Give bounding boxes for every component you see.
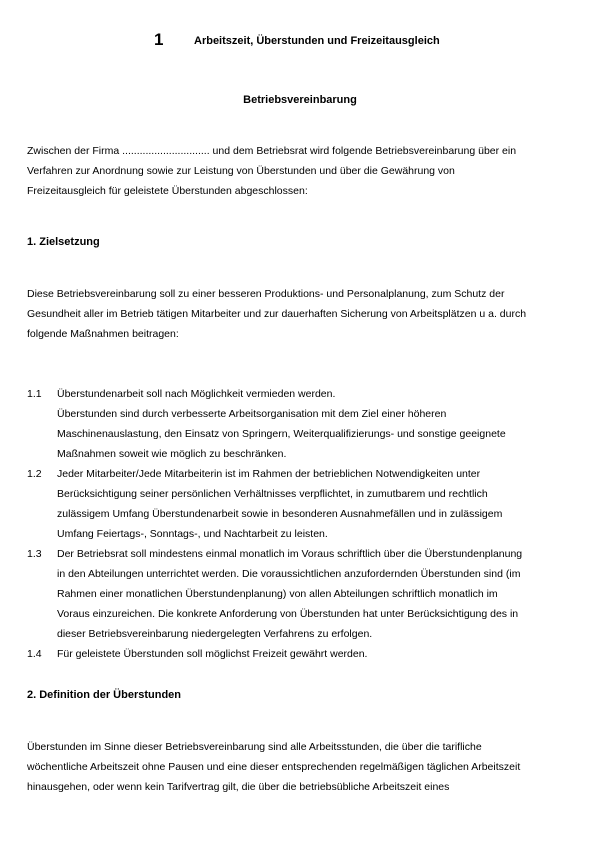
section-1-paragraph — [27, 284, 577, 344]
item-line: zulässigem Umfang Überstundenarbeit sowie in besonderen Ausnahmefällen und in zulässigem — [57, 508, 503, 520]
section-2-paragraph — [27, 737, 577, 797]
item-line: Rahmen einer monatlichen Überstundenplanung) von allen Abteilungen schriftlich monatlich im — [57, 588, 498, 600]
item-line: Voraus einzureichen. Die konkrete Anforderung von Überstunden hat unter Berücksichtigung des in — [57, 608, 519, 620]
item-number: 1.2 — [27, 468, 42, 480]
intro-line: Freizeitausgleich für geleistete Überstunden abgeschlossen: — [27, 185, 308, 197]
item-text — [57, 384, 577, 464]
intro-paragraph — [27, 141, 577, 201]
item-line: in den Abteilungen unterrichtet werden. Die voraussichtlichen anzufordernden Überstunden sind (im — [57, 568, 521, 580]
section-1-line: Gesundheit aller im Betrieb tätigen Mitarbeiter und zur dauerhaften Sicherung von Arbeitsplätzen u a. durch — [27, 308, 527, 320]
item-text — [57, 464, 577, 544]
item-line: Für geleistete Überstunden soll möglichst Freizeit gewährt werden. — [57, 648, 368, 660]
item-line: Berücksichtigung seiner persönlichen Verhältnisses verpflichtet, in zumutbarem und rechtlich — [57, 488, 488, 500]
item-text — [57, 644, 577, 664]
item-number: 1.4 — [27, 648, 42, 660]
item-line: Jeder Mitarbeiter/Jede Mitarbeiterin ist im Rahmen der betrieblichen Notwendigkeiten unter — [57, 468, 481, 480]
section-1-line: folgende Maßnahmen beitragen: — [27, 328, 179, 340]
section-1-line: Diese Betriebsvereinbarung soll zu einer besseren Produktions- und Personalplanung, zum Schutz der — [27, 288, 505, 300]
intro-line: Zwischen der Firma .............................. und dem Betriebsrat wird folgende Betriebsvereinbarung über ein — [27, 145, 517, 157]
item-line: Überstunden sind durch verbesserte Arbeitsorganisation mit dem Ziel einer höheren — [57, 408, 447, 420]
item-line: Maschinenauslastung, den Einsatz von Springern, Weiterqualifizierungs- und sonstige geeignete — [57, 428, 506, 440]
section-2-line: Überstunden im Sinne dieser Betriebsvereinbarung sind alle Arbeitsstunden, die über die tarifliche — [27, 741, 482, 753]
item-line: Maßnahmen soweit wie möglich zu beschränken. — [57, 448, 287, 460]
chapter-number: 1 — [154, 30, 164, 49]
section-2-line: hinausgehen, oder wenn kein Tarifvertrag gilt, die über die betriebsübliche Arbeitszeit eines — [27, 781, 450, 793]
section-2-line: wöchentliche Arbeitszeit ohne Pausen und eine dieser entsprechenden regelmäßigen täglichen Arbeitszeit — [27, 761, 521, 773]
chapter-header — [0, 30, 600, 50]
intro-line: Verfahren zur Anordnung sowie zur Leistung von Überstunden und über die Gewährung von — [27, 165, 455, 177]
section-1-heading: 1. Zielsetzung — [27, 236, 100, 248]
item-line: Umfang Feiertags-, Sonntags-, und Nachtarbeit zu leisten. — [57, 528, 328, 540]
item-line: Der Betriebsrat soll mindestens einmal monatlich im Voraus schriftlich über die Überstundenplanung — [57, 548, 523, 560]
item-number: 1.1 — [27, 388, 42, 400]
item-text — [57, 544, 577, 644]
section-2-heading: 2. Definition der Überstunden — [27, 689, 182, 701]
item-number: 1.3 — [27, 548, 42, 560]
chapter-title: Arbeitszeit, Überstunden und Freizeitausgleich — [194, 35, 440, 47]
item-line: dieser Betriebsvereinbarung niedergelegten Verfahrens zu erfolgen. — [57, 628, 373, 640]
item-line: Überstundenarbeit soll nach Möglichkeit vermieden werden. — [57, 388, 336, 400]
document-title: Betriebsvereinbarung — [243, 94, 357, 106]
